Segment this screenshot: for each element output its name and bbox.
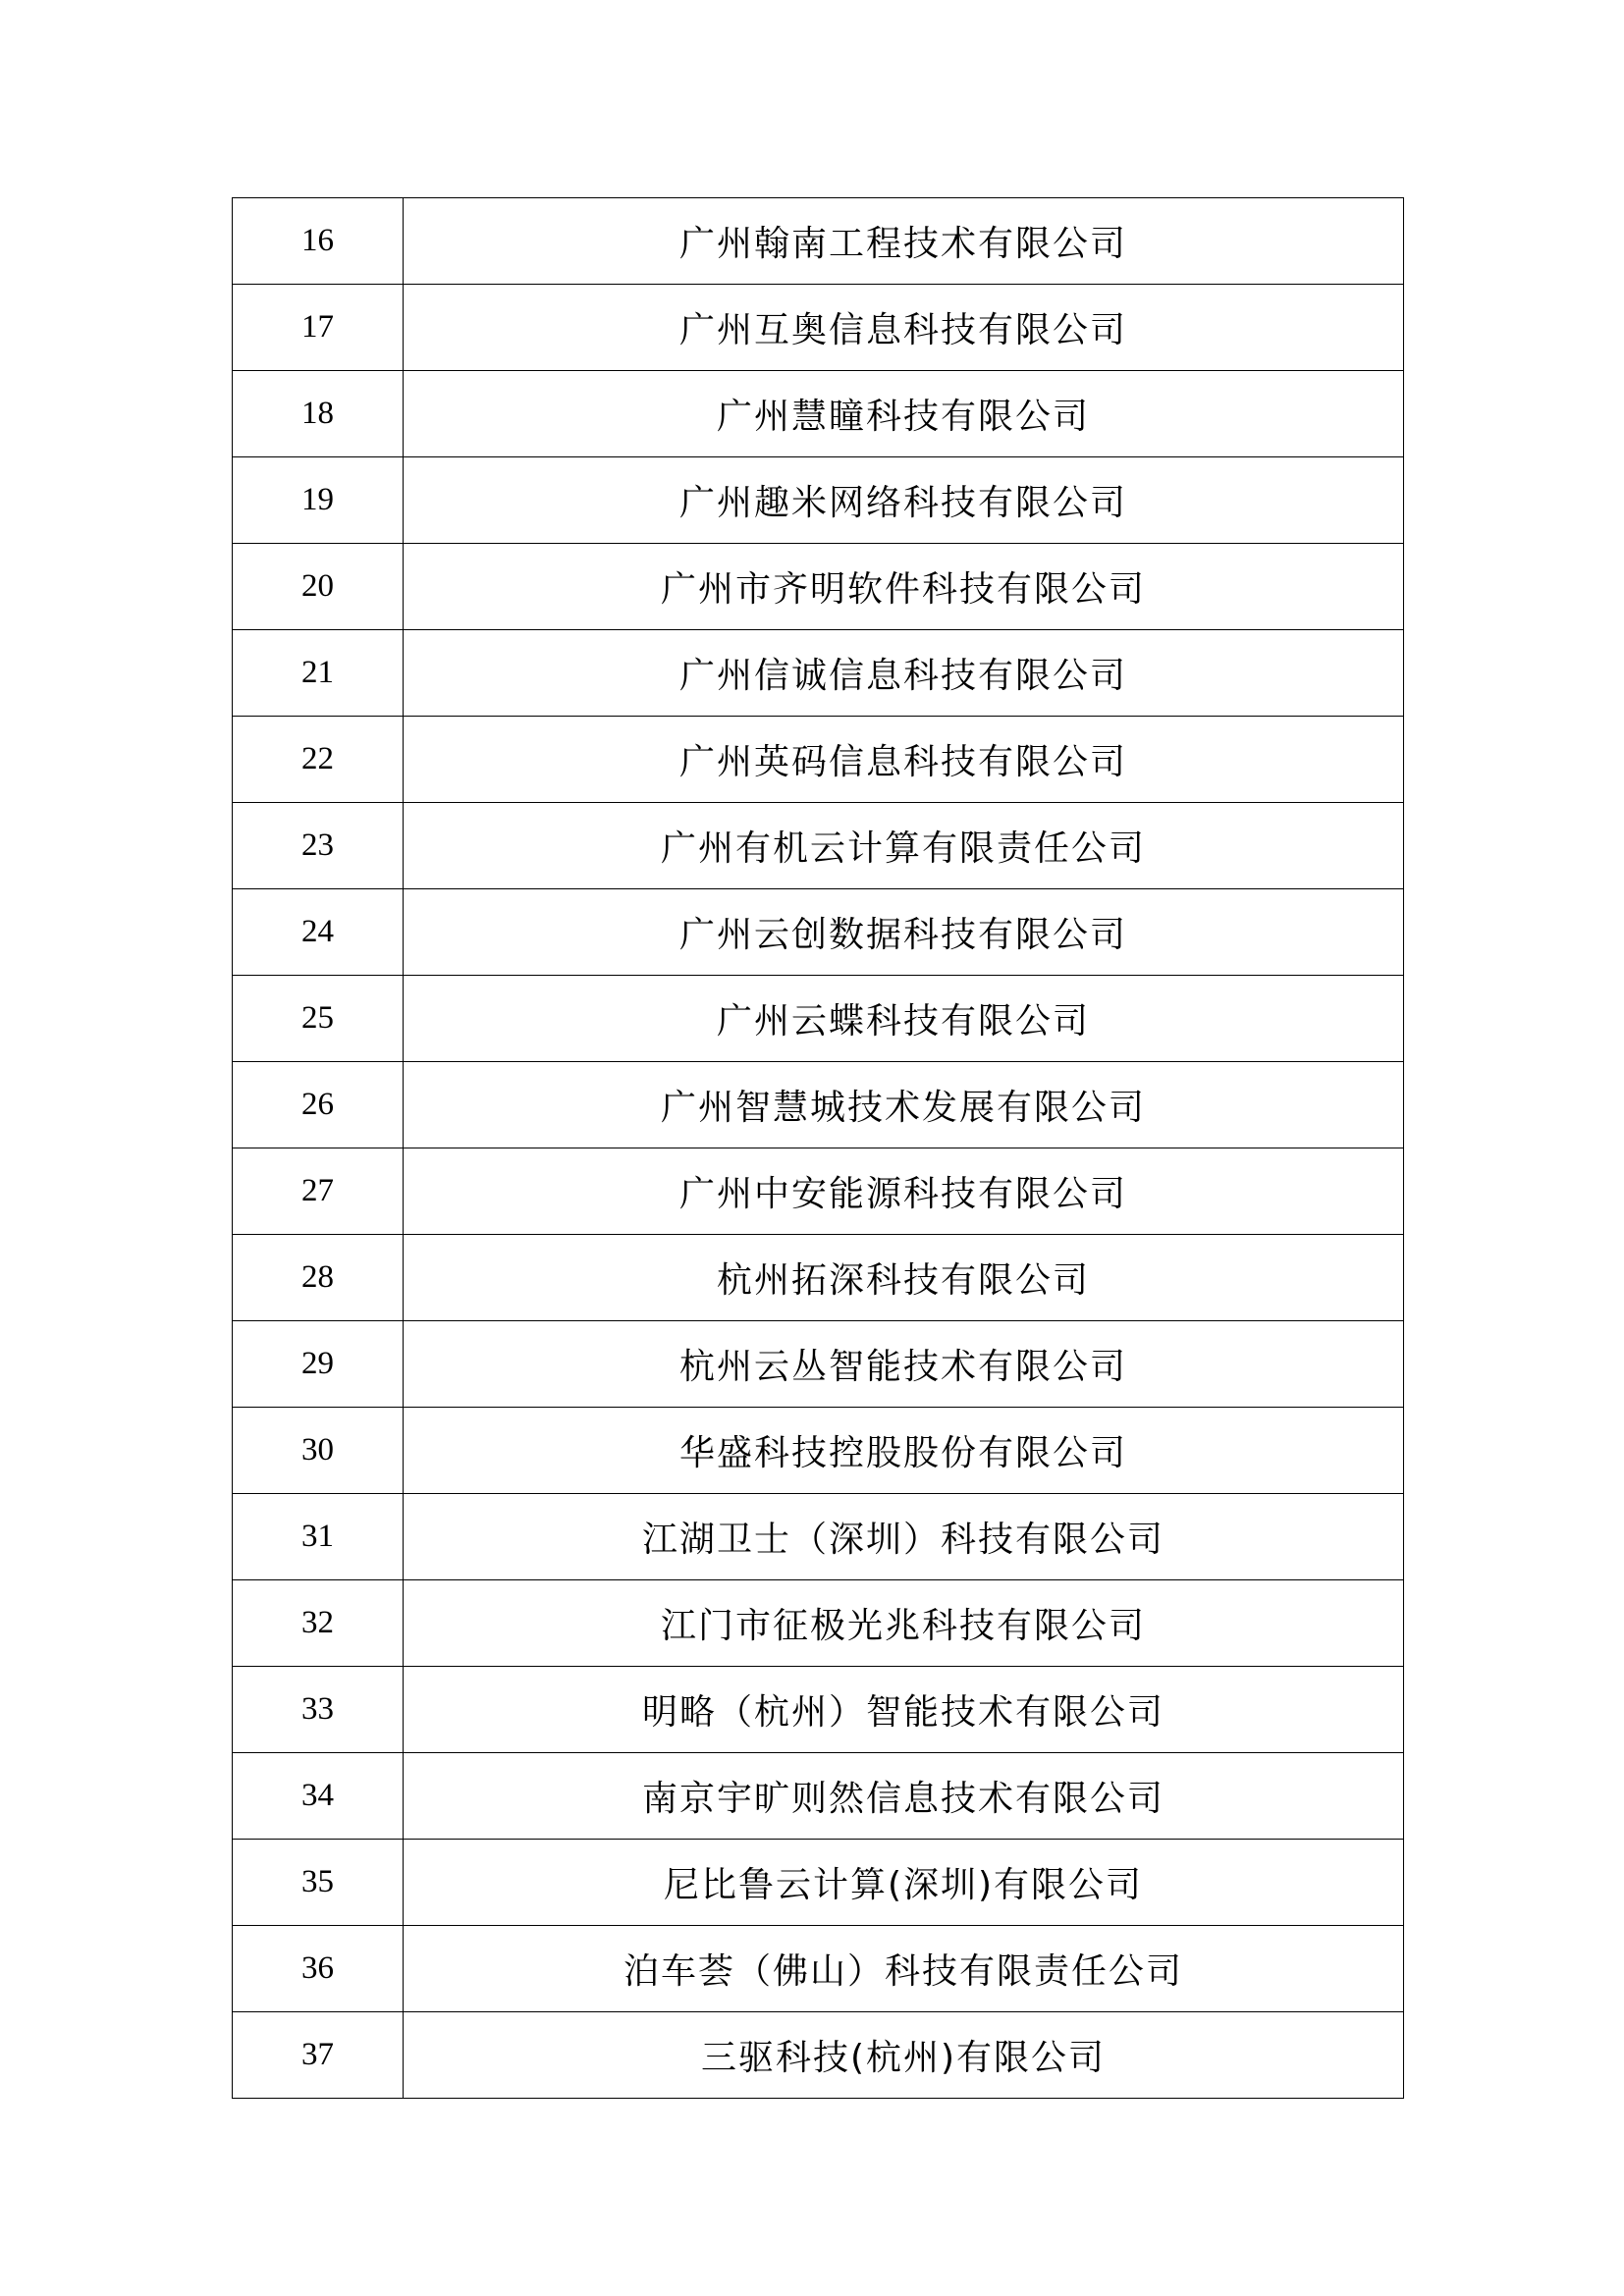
table-row [233,630,1404,717]
row-number: 34 [233,1753,404,1840]
company-name: 广州云蝶科技有限公司 [404,976,1404,1062]
table-row [233,1840,1404,1926]
row-number: 20 [233,544,404,630]
company-name: 华盛科技控股股份有限公司 [404,1408,1404,1494]
row-number: 21 [233,630,404,717]
table-row [233,1926,1404,2012]
row-number: 19 [233,457,404,544]
company-name: 广州趣米网络科技有限公司 [404,457,1404,544]
table-row [233,285,1404,371]
table-row [233,2012,1404,2099]
company-name: 杭州云丛智能技术有限公司 [404,1321,1404,1408]
row-number: 26 [233,1062,404,1148]
company-name: 广州互奥信息科技有限公司 [404,285,1404,371]
company-name: 三驱科技(杭州)有限公司 [404,2012,1404,2099]
row-number: 24 [233,889,404,976]
table-row [233,457,1404,544]
table-row [233,717,1404,803]
table-row [233,544,1404,630]
table-row [233,803,1404,889]
row-number: 25 [233,976,404,1062]
table-row [233,198,1404,285]
row-number: 33 [233,1667,404,1753]
company-name: 明略（杭州）智能技术有限公司 [404,1667,1404,1753]
row-number: 16 [233,198,404,285]
row-number: 32 [233,1580,404,1667]
table-row [233,1148,1404,1235]
table-row [233,1062,1404,1148]
row-number: 37 [233,2012,404,2099]
table-row [233,1753,1404,1840]
table-row [233,889,1404,976]
company-name: 广州智慧城技术发展有限公司 [404,1062,1404,1148]
table-row [233,1580,1404,1667]
company-name: 广州信诚信息科技有限公司 [404,630,1404,717]
row-number: 23 [233,803,404,889]
company-list-table [232,197,1404,2099]
company-name: 广州中安能源科技有限公司 [404,1148,1404,1235]
company-name: 尼比鲁云计算(深圳)有限公司 [404,1840,1404,1926]
company-name: 泊车荟（佛山）科技有限责任公司 [404,1926,1404,2012]
company-name: 江湖卫士（深圳）科技有限公司 [404,1494,1404,1580]
row-number: 28 [233,1235,404,1321]
company-name: 广州慧瞳科技有限公司 [404,371,1404,457]
row-number: 30 [233,1408,404,1494]
row-number: 29 [233,1321,404,1408]
row-number: 27 [233,1148,404,1235]
company-name: 广州英码信息科技有限公司 [404,717,1404,803]
row-number: 36 [233,1926,404,2012]
company-name: 广州翰南工程技术有限公司 [404,198,1404,285]
table-row [233,1408,1404,1494]
table-row [233,1494,1404,1580]
company-name: 广州云创数据科技有限公司 [404,889,1404,976]
company-name: 杭州拓深科技有限公司 [404,1235,1404,1321]
row-number: 35 [233,1840,404,1926]
table-body [233,198,1404,2099]
row-number: 17 [233,285,404,371]
row-number: 31 [233,1494,404,1580]
company-name: 江门市征极光兆科技有限公司 [404,1580,1404,1667]
table-row [233,1667,1404,1753]
company-name: 广州市齐明软件科技有限公司 [404,544,1404,630]
row-number: 22 [233,717,404,803]
company-name: 广州有机云计算有限责任公司 [404,803,1404,889]
company-name: 南京宇旷则然信息技术有限公司 [404,1753,1404,1840]
table-row [233,1235,1404,1321]
table-row [233,976,1404,1062]
row-number: 18 [233,371,404,457]
table-row [233,371,1404,457]
table-row [233,1321,1404,1408]
